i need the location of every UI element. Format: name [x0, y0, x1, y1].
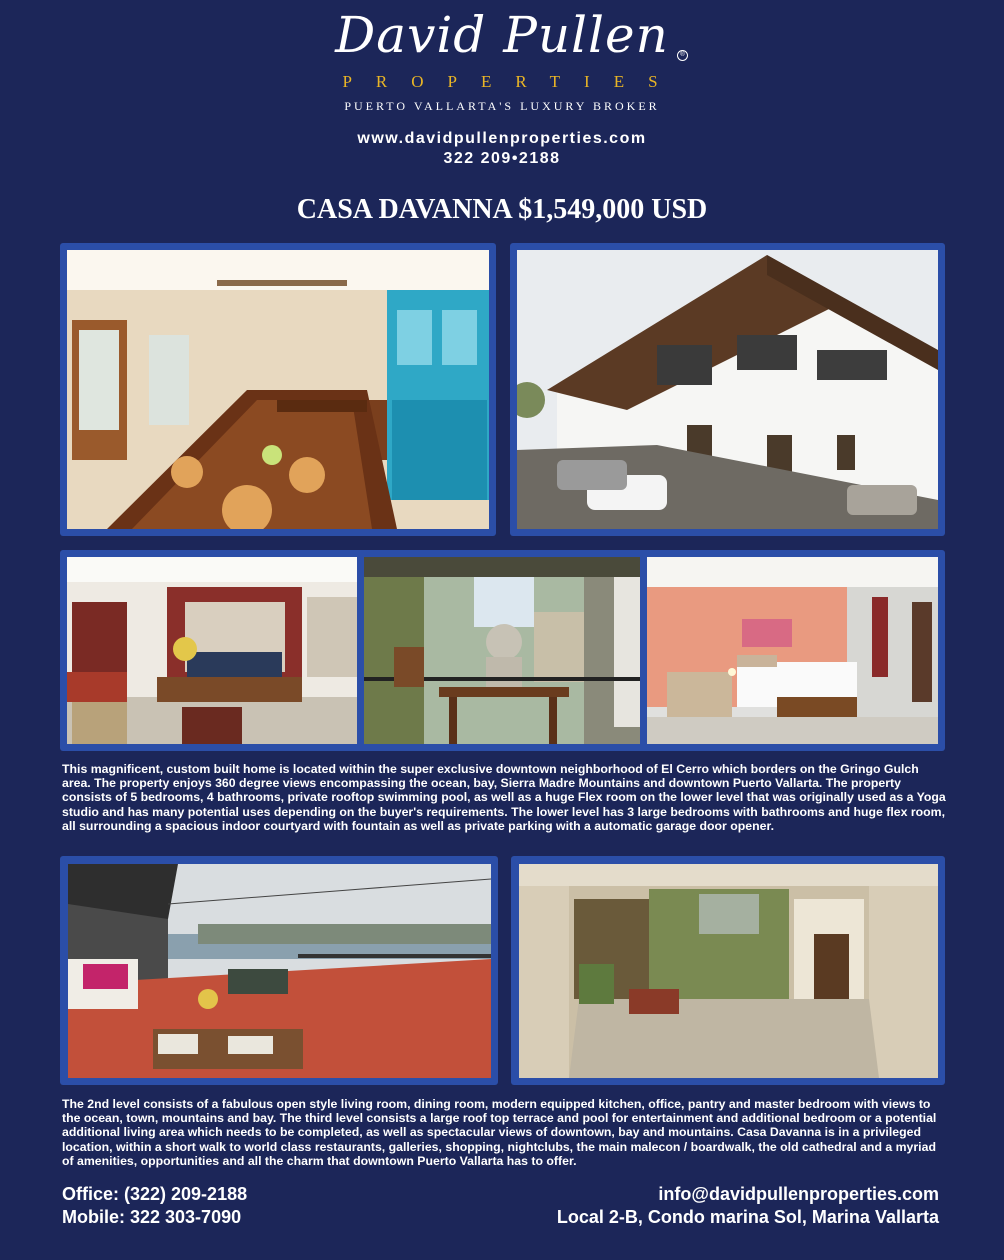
photo-house-exterior	[517, 250, 938, 529]
photo-dining-room	[67, 250, 489, 529]
listing-title: CASA DAVANNA $1,549,000 USD	[296, 194, 708, 225]
description-paragraph-1: This magnificent, custom built home is located within the super exclusive downtown neighborhood of El Cerro which borders on the Gringo Gulch area. The property enjoys 360 degree views encompassing the ocean, bay, Sierra Madre Mountains and downtown Puerto Vallarta. The property consists of 5 bedrooms, 4 bathrooms, private rooftop swimming pool, as well as a huge Flex room on the lower level that was originally used as a Yoga studio and has many potential uses depending on the buyer's requirements. The lower level has 3 large bedrooms with bathrooms and huge flex room, all surrounding a spacious indoor courtyard with fountain as well as private parking with a automatic garage door opener.	[62, 762, 946, 833]
header-phone: 322 209•2188	[443, 150, 561, 167]
mobile-phone: Mobile: 322 303-7090	[62, 1207, 242, 1227]
brand-logo: David Pullen	[335, 6, 669, 64]
contact-email[interactable]: info@davidpullenproperties.com	[658, 1184, 939, 1204]
photo-entrance-courtyard	[519, 864, 938, 1078]
photo-bedroom	[647, 557, 938, 744]
description-paragraph-2: The 2nd level consists of a fabulous open style living room, dining room, modern equipped kitchen, office, pantry and master bedroom with views to the ocean, town, mountains and bay. The third level consists a large roof top terrace and pool for entertainment and additional bedroom or a potential additional living area which needs to be completed, as well as spectacular views of downtown, bay and mountains. Casa Davanna is in a privileged location, within a short walk to world class restaurants, galleries, shopping, nightclubs, the main malecon / boardwalk, the old cathedral and a myriad of amenities, opportunities and all the charm that downtown Puerto Vallarta has to offer.	[62, 1097, 937, 1168]
brand-subtitle: PROPERTIES	[342, 72, 682, 91]
photo-courtyard-buddha	[364, 557, 640, 744]
office-phone: Office: (322) 209-2188	[62, 1184, 248, 1204]
website-link[interactable]: www.davidpullenproperties.com	[357, 130, 647, 147]
photo-rooftop-terrace	[68, 864, 491, 1078]
brand-tagline: PUERTO VALLARTA'S LUXURY BROKER	[344, 99, 660, 113]
office-address: Local 2-B, Condo marina Sol, Marina Vallarta	[556, 1207, 939, 1227]
registered-mark: ®	[677, 50, 688, 61]
photo-living-room	[67, 557, 357, 744]
